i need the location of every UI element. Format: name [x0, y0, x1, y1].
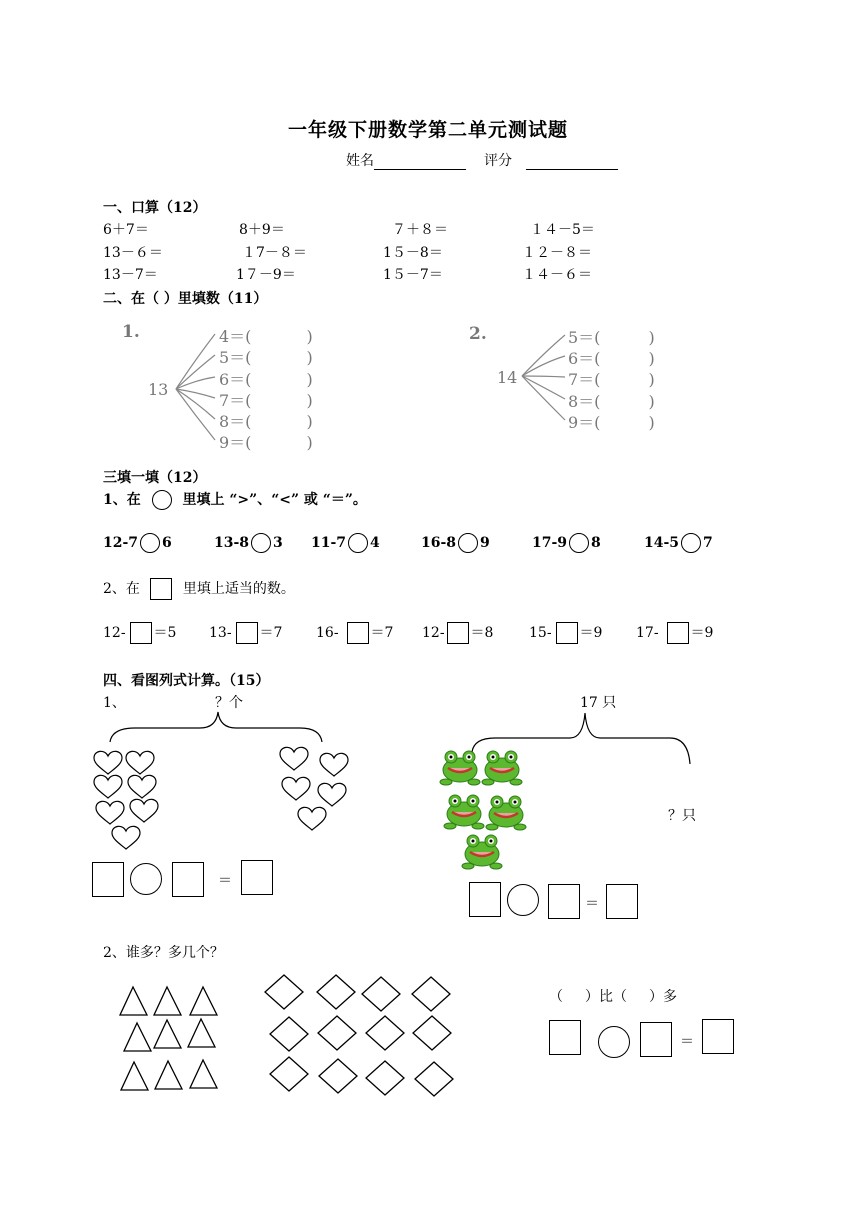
diamond-icon [317, 975, 355, 1009]
heart-icon [280, 747, 308, 770]
page-title: 一年级下册数学第二单元测试题 [288, 119, 569, 141]
answer-box[interactable] [241, 860, 273, 895]
frog-icon [482, 751, 522, 785]
compare-blank[interactable] [681, 533, 701, 553]
triangle-icon [190, 987, 217, 1015]
answer-box[interactable] [469, 882, 501, 917]
frogs-total: 17 只 [580, 695, 617, 711]
fill-item: 12- ＝8 [422, 622, 493, 644]
equals-sign: ＝ [218, 873, 232, 889]
triangle-icon [155, 1061, 182, 1089]
operator-circle[interactable] [130, 863, 162, 895]
triangle-icon [124, 1023, 151, 1051]
equals-sign: ＝ [585, 896, 599, 912]
answer-box[interactable] [606, 884, 638, 919]
heart-icon [112, 826, 140, 849]
equals-sign: ＝ [680, 1034, 694, 1050]
tree1-number: 1. [122, 322, 140, 342]
tree1-item[interactable]: 9＝( ) [219, 433, 313, 452]
tree1-item[interactable]: 4＝( ) [219, 327, 313, 346]
fill-blank[interactable] [667, 622, 689, 644]
compare-item: 13-8 3 [214, 535, 283, 551]
operator-circle[interactable] [507, 884, 539, 916]
compare-item: 11-7 4 [311, 535, 380, 551]
tree2-item[interactable]: 9＝( ) [568, 413, 655, 432]
heart-icon [130, 799, 158, 822]
frog-icon [440, 751, 480, 785]
compare-blank[interactable] [251, 533, 271, 553]
square-icon [150, 578, 172, 600]
fill-blank[interactable] [556, 622, 578, 644]
frog-icon [486, 796, 526, 830]
calc-item: １４－5＝ [530, 222, 595, 238]
operator-circle[interactable] [598, 1026, 630, 1058]
diamond-icon [412, 977, 450, 1011]
calc-item: 1７－9＝ [236, 267, 296, 283]
answer-box[interactable] [702, 1019, 734, 1054]
answer-box[interactable] [172, 862, 204, 897]
section3-q2: 2、在 里填上适当的数。 [103, 578, 295, 600]
answer-box[interactable] [548, 884, 580, 919]
tree1-item[interactable]: 7＝( ) [219, 391, 313, 410]
calc-item: 1５－7＝ [383, 267, 443, 283]
score-field[interactable] [484, 150, 618, 170]
answer-box[interactable] [549, 1020, 581, 1055]
heart-icon [128, 775, 156, 798]
diamond-icon [270, 1057, 308, 1091]
triangle-icon [154, 1020, 181, 1048]
answer-box[interactable] [640, 1022, 672, 1057]
fill-blank[interactable] [130, 622, 152, 644]
frog-icon [462, 835, 502, 869]
calc-item: １２－８＝ [522, 245, 592, 261]
compare-item: 12-7 6 [103, 535, 172, 551]
diamond-icon [366, 1061, 404, 1095]
section4-heading: 四、看图列式计算。（15） [103, 673, 270, 689]
compare-blank[interactable] [348, 533, 368, 553]
circle-icon [152, 490, 172, 510]
section3-q1: 1、在 里填上 “>”、“<” 或 “＝”。 [103, 492, 367, 508]
compare-blank[interactable] [140, 533, 160, 553]
fill-item: 13- ＝7 [209, 622, 282, 644]
section2-heading: 二、在（ ）里填数（11） [103, 291, 268, 307]
compare-item: 16-8 9 [421, 535, 490, 551]
tree2-item[interactable]: 5＝( ) [568, 328, 655, 347]
calc-item: 1５－8＝ [383, 245, 443, 261]
frogs-question: ？只 [668, 808, 696, 824]
triangle-icon [154, 987, 181, 1015]
heart-icon [318, 783, 346, 806]
calc-item: １４－６＝ [522, 267, 592, 283]
fill-blank[interactable] [236, 622, 258, 644]
calc-item: 8＋9＝ [239, 222, 285, 238]
score-label: 评分 [484, 153, 512, 169]
section4-q2-label: 2、谁多？多几个？ [103, 945, 224, 961]
diamond-icon [413, 1016, 451, 1050]
section1-heading: 一、口算（12） [103, 200, 207, 216]
diamond-icon [366, 1016, 404, 1050]
calc-item: 13－６＝ [103, 245, 163, 261]
section4-q1-label: 1、 [103, 695, 126, 711]
tree1-item[interactable]: 8＝( ) [219, 412, 313, 431]
diamond-icon [270, 1017, 308, 1051]
diamonds-group [0, 0, 1, 1]
triangle-icon [188, 1019, 215, 1047]
fill-item: 16- ＝7 [316, 622, 393, 644]
fill-blank[interactable] [347, 622, 369, 644]
calc-item: １7－８＝ [242, 245, 307, 261]
tree2-item[interactable]: 8＝( ) [568, 392, 655, 411]
diamond-icon [415, 1062, 453, 1096]
diamond-icon [319, 1059, 357, 1093]
compare-item: 14-5 7 [644, 535, 713, 551]
compare-blank[interactable] [458, 533, 478, 553]
frog-icon [444, 795, 484, 829]
tree1-item[interactable]: 6＝( ) [219, 370, 313, 389]
fill-item: 17- ＝9 [636, 622, 713, 644]
tree1-item[interactable]: 5＝( ) [219, 348, 313, 367]
tree2-root: 14 [497, 368, 518, 387]
answer-box[interactable] [92, 862, 124, 897]
calc-item: 6＋7＝ [103, 222, 149, 238]
fill-blank[interactable] [447, 622, 469, 644]
tree1-root: 13 [148, 380, 169, 399]
heart-icon [96, 801, 124, 824]
diamond-icon [318, 1016, 356, 1050]
section3-heading: 三填一填（12） [103, 470, 207, 486]
calc-item: 13－7＝ [103, 267, 158, 283]
heart-icon [94, 775, 122, 798]
compare-item: 17-9 8 [532, 535, 601, 551]
triangle-icon [121, 1062, 148, 1090]
fill-item: 15- ＝9 [529, 622, 602, 644]
heart-icon [298, 807, 326, 830]
fill-item: 12- ＝5 [103, 622, 176, 644]
name-field[interactable] [346, 150, 466, 170]
calc-item: ７＋８＝ [392, 222, 448, 238]
heart-icon [126, 751, 154, 774]
tree2-item[interactable]: 7＝( ) [568, 370, 655, 389]
diamond-icon [265, 975, 303, 1009]
heart-icon [94, 751, 122, 774]
diamond-icon [362, 977, 400, 1011]
compare-sentence[interactable]: （ ）比（ ）多 [549, 989, 677, 1005]
tree2-item[interactable]: 6＝( ) [568, 349, 655, 368]
tree2-number: 2. [469, 324, 487, 344]
name-label: 姓名 [346, 153, 374, 169]
heart-icon [320, 753, 348, 776]
compare-blank[interactable] [569, 533, 589, 553]
triangle-icon [190, 1060, 217, 1088]
heart-icon [282, 777, 310, 800]
triangle-icon [120, 987, 147, 1015]
hearts-question: ？个 [215, 695, 243, 711]
